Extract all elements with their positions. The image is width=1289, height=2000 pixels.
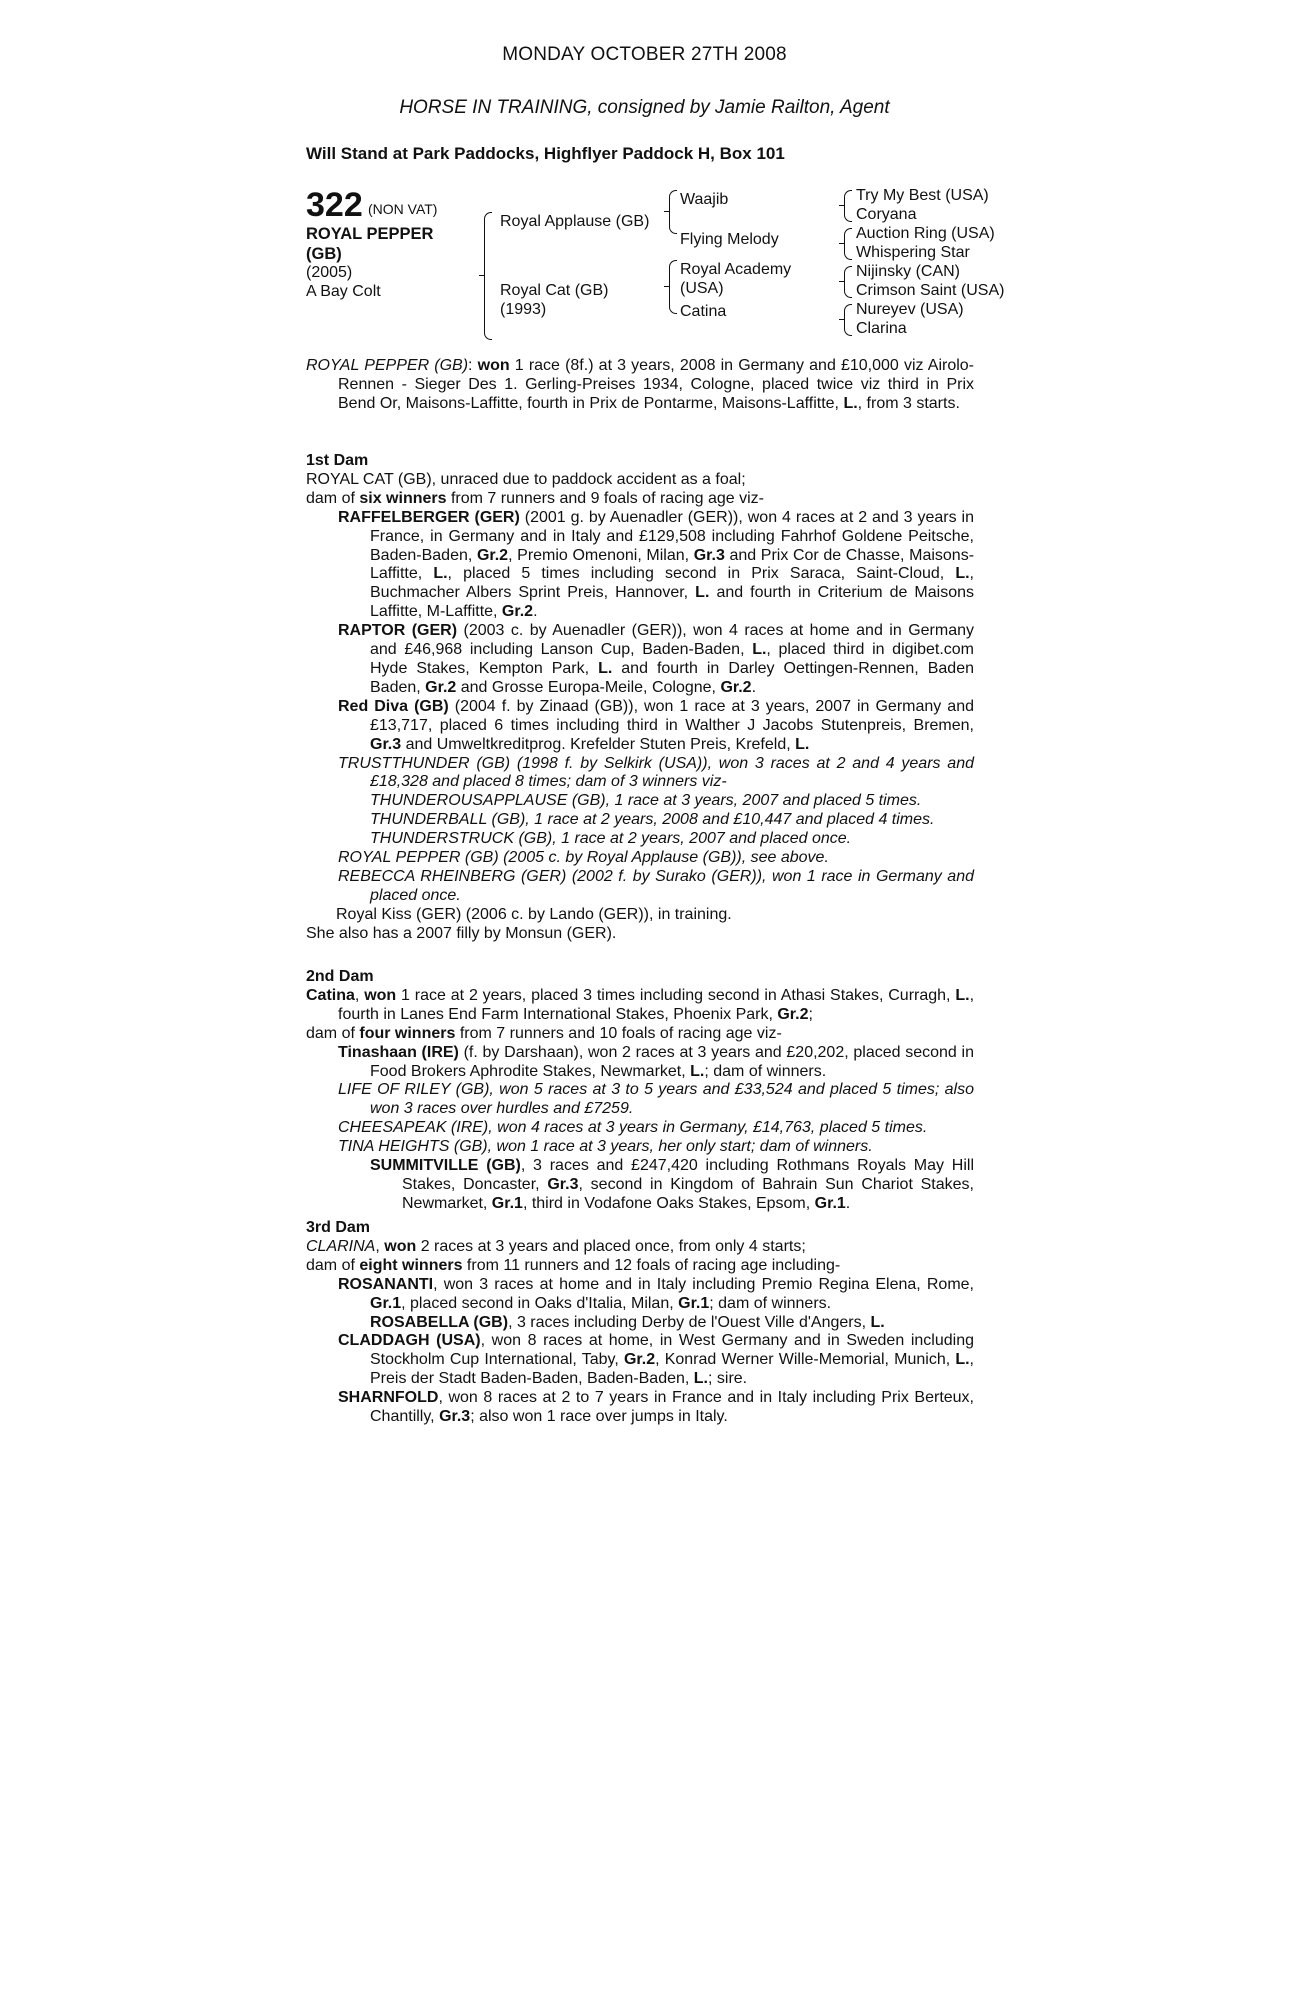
pedigree-brace-point [664, 286, 669, 287]
pedigree-g6: Crimson Saint (USA) [856, 282, 1005, 299]
summary-text: , from 3 starts. [857, 394, 960, 412]
produce-summitville: SUMMITVILLE (GB), 3 races and £247,420 including Rothmans Royals May Hill Stakes, Doncaster, Gr.3, second in Kingdom of Bahrain Sun Chariot Stakes, Newmarket, Gr.1, third in Vodafone Oaks Stakes, Epsom, Gr.1. [370, 1157, 974, 1212]
pedigree-dam-year: (1993) [500, 301, 547, 318]
horse-name: ROYAL PEPPER (GB) [306, 225, 434, 263]
pedigree-g7: Nureyev (USA) [856, 301, 964, 318]
horse-description: A Bay Colt [306, 283, 381, 300]
second-dam-heading: 2nd Dam [306, 968, 374, 985]
produce-life-of-riley: LIFE OF RILEY (GB), won 5 races at 3 to 5 years and £33,524 and placed 5 times; also won 3 races over hurdles and £7259. [338, 1081, 974, 1118]
first-dam-heading: 1st Dam [306, 452, 369, 469]
pedigree-brace-point [479, 275, 484, 276]
first-dam-section [306, 452, 974, 944]
pedigree-g4: Whispering Star [856, 244, 970, 261]
lot-number: 322 [306, 186, 363, 224]
pedigree-dam-sire: Royal Academy [680, 261, 792, 278]
pedigree-g3: Auction Ring (USA) [856, 225, 995, 242]
second-dam-section [306, 968, 974, 1214]
produce-cheesapeak: CHEESAPEAK (IRE), won 4 races at 3 years in Germany, £14,763, placed 5 times. [338, 1119, 928, 1137]
third-dam-produce-line: dam of eight winners from 11 runners and 12 foals of racing age including- [306, 1256, 841, 1274]
produce-royal-kiss: Royal Kiss (GER) (2006 c. by Lando (GER)), in training. [336, 905, 732, 923]
pedigree-brace-g [844, 228, 852, 260]
won-label: won [477, 357, 510, 374]
first-dam-produce-line: dam of six winners from 7 runners and 9 foals of racing age viz- [306, 489, 765, 507]
produce-rosananti: ROSANANTI, won 3 races at home and in Italy including Premio Regina Elena, Rome, Gr.1, placed second in Oaks d'Italia, Milan, Gr.1; dam of winners. [338, 1275, 974, 1312]
pedigree-table [306, 186, 1026, 346]
produce-raffelberger: RAFFELBERGER (GER) (2001 g. by Auenadler (GER)), won 4 races at 2 and 3 years in France, in Germany and in Italy and £129,508 including Fahrhof Goldene Peitsche, Baden-Baden, Gr.2, Premio Omenoni, Milan, Gr.3 and Prix Cor de Chasse, Maisons-Laffitte, L., placed 5 times including second in Prix Saraca, Saint-Cloud, L., Buchmacher Albers Sprint Preis, Hannover, L. and fourth in Criterium de Maisons Laffitte, M-Laffitte, Gr.2. [338, 508, 975, 621]
produce-tina-heights: TINA HEIGHTS (GB), won 1 race at 3 years, her only start; dam of winners. [338, 1138, 873, 1156]
pedigree-brace-g [844, 190, 852, 222]
pedigree-dam-dam: Catina [680, 303, 727, 320]
pedigree-brace-point [839, 243, 844, 244]
pedigree-brace-point [664, 211, 669, 212]
produce-rebecca-rheinberg: REBECCA RHEINBERG (GER) (2002 f. by Surako (GER)), won 1 race in Germany and placed once. [338, 867, 974, 904]
second-dam-intro: Catina, won 1 race at 2 years, placed 3 times including second in Athasi Stakes, Curragh, L., fourth in Lanes End Farm International Stakes, Phoenix Park, Gr.2; [306, 986, 975, 1023]
first-dam-intro: ROYAL CAT (GB), unraced due to paddock accident as a foal; [306, 470, 746, 488]
produce-2007-filly: She also has a 2007 filly by Monsun (GER). [306, 924, 617, 942]
produce-claddagh: CLADDAGH (USA), won 8 races at home, in West Germany and in Sweden including Stockholm Cup International, Taby, Gr.2, Konrad Werner Wille-Memorial, Munich, L., Preis der Stadt Baden-Baden, Baden-Baden, L.; sire. [338, 1332, 974, 1388]
produce-red-diva: Red Diva (GB) (2004 f. by Zinaad (GB)), won 1 race at 3 years, 2007 in Germany and £13,717, placed 6 times including third in Walther J Jacobs Stutenpreis, Bremen, Gr.3 and Umweltkreditprog. Krefelder Stuten Preis, Krefeld, L. [338, 697, 974, 753]
produce-thunderstruck: THUNDERSTRUCK (GB), 1 race at 2 years, 2007 and placed once. [370, 830, 852, 848]
pedigree-brace-g [844, 304, 852, 336]
consignment-line: HORSE IN TRAINING, consigned by Jamie Railton, Agent [399, 97, 890, 118]
pedigree-sire-sire: Waajib [680, 191, 729, 208]
pedigree-brace-dam [669, 260, 677, 314]
foaling-year: (2005) [306, 264, 353, 281]
listed-label: L. [843, 394, 858, 412]
produce-royal-pepper: ROYAL PEPPER (GB) (2005 c. by Royal Applause (GB)), see above. [338, 849, 829, 867]
racing-summary [306, 357, 974, 414]
pedigree-brace-sire [669, 190, 677, 234]
produce-thunderball: THUNDERBALL (GB), 1 race at 2 years, 2008 and £10,447 and placed 4 times. [370, 811, 935, 829]
produce-sharnfold: SHARNFOLD, won 8 races at 2 to 7 years in France and in Italy including Prix Berteux, Chantilly, Gr.3; also won 1 race over jumps in Italy. [338, 1389, 974, 1426]
sale-date: MONDAY OCTOBER 27TH 2008 [502, 44, 787, 65]
produce-tinashaan: Tinashaan (IRE) (f. by Darshaan), won 2 races at 3 years and £20,202, placed second in Food Brokers Aphrodite Stakes, Newmarket, L.; dam of winners. [338, 1043, 974, 1080]
pedigree-brace-point [839, 281, 844, 282]
second-dam-produce-line: dam of four winners from 7 runners and 10 foals of racing age viz- [306, 1024, 782, 1042]
vat-status: (NON VAT) [368, 201, 438, 217]
pedigree-dam: Royal Cat (GB) [500, 282, 609, 299]
produce-thunderousapplause: THUNDEROUSAPPLAUSE (GB), 1 race at 3 years, 2007 and placed 5 times. [370, 792, 922, 810]
pedigree-sire-dam: Flying Melody [680, 231, 779, 248]
pedigree-g1: Try My Best (USA) [856, 187, 989, 204]
pedigree-g5: Nijinsky (CAN) [856, 263, 960, 280]
summary-text: 1 race (8f.) at 3 years, 2008 in Germany and £10,000 viz Airolo-Rennen - Sieger Des 1. Gerling-Preises 1934, Cologne, placed twice viz third in Prix Bend Or, Maisons-Laffitte, fourth in Prix de Pontarme, Maisons-Laffitte, [338, 357, 975, 412]
pedigree-dam-sire-origin: (USA) [680, 280, 724, 297]
produce-raptor: RAPTOR (GER) (2003 c. by Auenadler (GER)), won 4 races at home and in Germany and £46,968 including Lanson Cup, Baden-Baden, L., placed third in digibet.com Hyde Stakes, Kempton Park, L. and fourth in Darley Oettingen-Rennen, Baden Baden, Gr.2 and Grosse Europa-Meile, Cologne, Gr.2. [338, 622, 974, 696]
pedigree-brace-point [839, 319, 844, 320]
stand-location: Will Stand at Park Paddocks, Highflyer Paddock H, Box 101 [306, 144, 785, 163]
pedigree-g8: Clarina [856, 320, 907, 337]
produce-rosabella: ROSABELLA (GB), 3 races including Derby de l'Ouest Ville d'Angers, L. [370, 1313, 885, 1331]
summary-horse-name: ROYAL PEPPER (GB) [306, 357, 469, 374]
third-dam-intro: CLARINA, won 2 races at 3 years and placed once, from only 4 starts; [306, 1237, 806, 1255]
third-dam-section [306, 1219, 974, 1427]
pedigree-brace-g [844, 266, 852, 298]
pedigree-g2: Coryana [856, 206, 917, 223]
pedigree-brace [484, 212, 492, 340]
produce-trustthunder: TRUSTTHUNDER (GB) (1998 f. by Selkirk (USA)), won 3 races at 2 and 4 years and £18,328 and placed 8 times; dam of 3 winners viz- [338, 754, 974, 791]
third-dam-heading: 3rd Dam [306, 1219, 371, 1236]
pedigree-sire: Royal Applause (GB) [500, 213, 650, 230]
pedigree-brace-point [839, 205, 844, 206]
summary-paragraph: ROYAL PEPPER (GB): won 1 race (8f.) at 3 years, 2008 in Germany and £10,000 viz Airolo-Rennen - Sieger Des 1. Gerling-Preises 1934, Cologne, placed twice viz third in Prix Bend Or, Maisons-Laffitte, fourth in Prix de Pontarme, Maisons-Laffitte, L., from 3 starts. [306, 357, 975, 412]
